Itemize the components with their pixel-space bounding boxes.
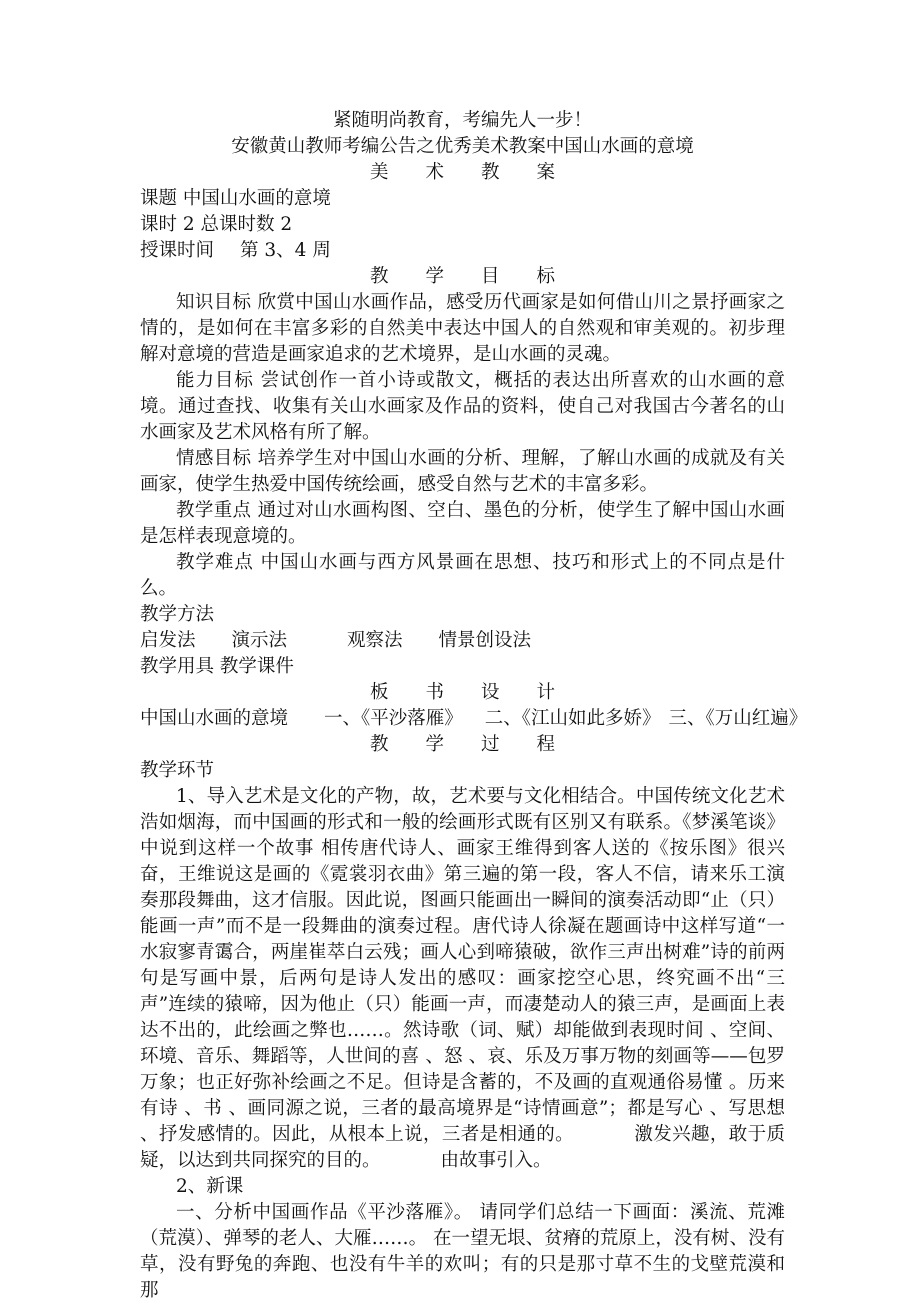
method-item: 启发法 bbox=[140, 630, 196, 651]
board-item: 二、《江山如此多娇》 bbox=[484, 708, 661, 729]
emotion-objective: 情感目标 培养学生对中国山水画的分析、理解，了解山水画的成就及有关画家，使学生热爱中国传统绘画，感受自然与艺术的丰富多彩。 bbox=[140, 448, 785, 495]
step2-heading: 2、新课 bbox=[176, 1176, 244, 1197]
topic-line: 课题 中国山水画的意境 bbox=[140, 188, 331, 209]
board-design-line bbox=[140, 706, 808, 732]
schedule-value: 第 3、4 周 bbox=[240, 240, 331, 261]
step2-paragraph: 一、分析中国画作品《平沙落雁》。 请同学们总结一下画面：溪流、荒滩（荒漠）、弹琴的老人、大雁……。 在一望无垠、贫瘠的荒原上，没有树、没有草，没有野兔的奔跑、也没有牛羊的欢叫；有的只是那寸草不生的戈壁荒漠和那 bbox=[140, 1202, 785, 1301]
method-item: 情景创设法 bbox=[438, 630, 532, 651]
board-heading: 板 书 设 计 bbox=[369, 682, 555, 703]
document-title: 安徽黄山教师考编公告之优秀美术教案中国山水画的意境 bbox=[231, 136, 694, 157]
header-slogan: 紧随明尚教育，考编先人一步！ bbox=[332, 110, 592, 131]
board-item: 一、《平沙落雁》 bbox=[324, 708, 463, 729]
document-page bbox=[140, 108, 808, 1304]
step1-text: 1、导入艺术是文化的产物，故，艺术要与文化相结合。中国传统文化艺术浩如烟海，而中国画的形式和一般的绘画形式既有区别又有联系。《梦溪笔谈》中说到这样一个故事 相传唐代诗人、画家王维得到客人送的《按乐图》很兴奋，王维说这是画的《霓裳羽衣曲》第三遍的第一段，客人不信，请来乐工演奏那段舞曲，这才信服。因此说，图画只能画出一瞬间的演奏活动即“止（只）能画一声”而不是一段舞曲的演奏过程。唐代诗人徐凝在题画诗中这样写道“一水寂寥青霭合，两崖崔萃白云残；画人心到啼猿破，欲作三声出树难”诗的前两句是写画中景，后两句是诗人发出的感叹：画家挖空心思，终究画不出“三声”连续的猿啼，因为他止（只）能画一声，而凄楚动人的猿三声，是画面上表达不出的，此绘画之弊也……。然诗歌（词、赋）却能做到表现时间 、空间、环境、音乐、舞蹈等，人世间的喜 、怒 、哀、乐及万事万物的刻画等——包罗万象；也正好弥补绘画之不足。但诗是含蓄的，不及画的直观通俗易懂 。历来有诗 、书 、画同源之说，三者的最高境界是“诗情画意”；都是写心 、写思想 、抒发感情的。因此，从根本上说，三者是相通的。 bbox=[140, 786, 785, 1145]
schedule-line bbox=[140, 238, 785, 264]
process-label: 教学环节 bbox=[140, 760, 215, 781]
method-item: 观察法 bbox=[347, 630, 403, 651]
teaching-key-point: 教学重点 通过对山水画构图、空白、墨色的分析，使学生了解中国山水画是怎样表现意境的。 bbox=[140, 500, 785, 547]
teaching-tools: 教学用具 教学课件 bbox=[140, 656, 294, 677]
methods-list bbox=[140, 628, 785, 654]
schedule-label: 授课时间 bbox=[140, 240, 215, 261]
methods-label: 教学方法 bbox=[140, 604, 215, 625]
board-item: 三、《万山红遍》 bbox=[668, 708, 808, 729]
step1-paragraph bbox=[140, 784, 785, 1174]
knowledge-objective: 知识目标 欣赏中国山水画作品，感受历代画家是如何借山川之景抒画家之情的，是如何在丰富多彩的自然美中表达中国人的自然观和审美观的。初步理解对意境的营造是画家追求的艺术境界，是山水画的灵魂。 bbox=[140, 292, 785, 365]
ability-objective: 能力目标 尝试创作一首小诗或散文，概括的表达出所喜欢的山水画的意境。通过查找、收集有关山水画家及作品的资料，使自己对我国古今著名的山水画家及艺术风格有所了解。 bbox=[140, 370, 785, 443]
method-item: 演示法 bbox=[231, 630, 288, 651]
step1-aim: 激发兴趣，敢于质疑，以达到共同探究的目的。 bbox=[140, 1124, 785, 1171]
document-type: 美 术 教 案 bbox=[369, 162, 555, 183]
objectives-heading: 教 学 目 标 bbox=[369, 266, 555, 287]
process-heading: 教 学 过 程 bbox=[369, 734, 555, 755]
hours-line: 课时 2 总课时数 2 bbox=[140, 214, 293, 235]
board-main-title: 中国山水画的意境 bbox=[140, 708, 289, 729]
step1-method: 由故事引入。 bbox=[440, 1150, 552, 1171]
teaching-difficulty: 教学难点 中国山水画与西方风景画在思想、技巧和形式上的不同点是什么。 bbox=[140, 552, 785, 599]
